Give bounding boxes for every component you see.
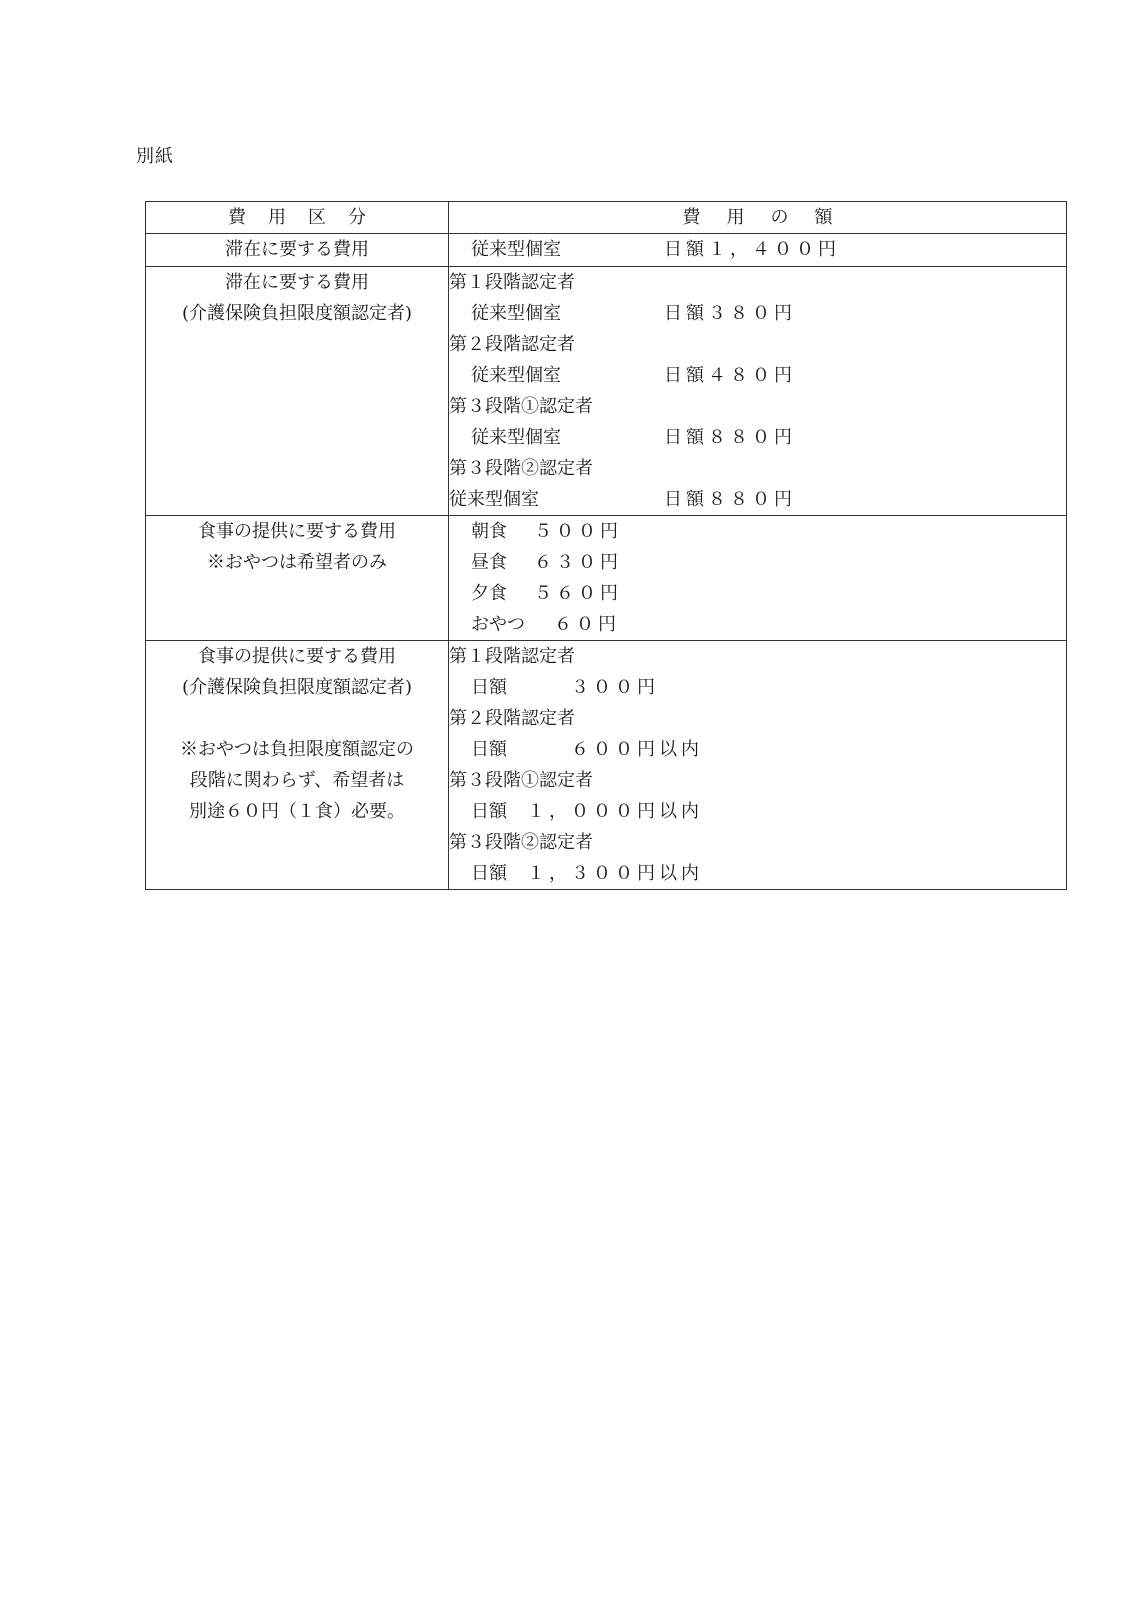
amount-label: 夕食: [471, 583, 507, 604]
amount-label: 従来型個室: [471, 303, 561, 324]
category-cell: [146, 234, 449, 267]
category-line: 滞在に要する費用: [225, 239, 369, 260]
amount-value: 日額８８０円: [664, 427, 796, 448]
attachment-label: 別紙: [136, 146, 174, 167]
category-cell: [146, 516, 449, 641]
amount-value: ６３０円: [534, 552, 622, 573]
category-line: ※おやつは希望者のみ: [207, 552, 387, 573]
amount-line: [449, 641, 1066, 672]
header-category: 費用区分: [146, 202, 449, 234]
amount-value: ６０円: [554, 614, 620, 635]
category-note: 別途６０円（１食）必要。: [189, 801, 405, 822]
amount-value: ５６０円: [534, 583, 622, 604]
amount-line: [449, 516, 1066, 547]
amount-line: [449, 422, 1066, 453]
header-amount: 費用の額: [449, 202, 1067, 234]
category-line: 食事の提供に要する費用: [198, 521, 396, 542]
amount-label: 朝食: [471, 521, 507, 542]
amount-value: ３００円: [527, 677, 659, 698]
amount-label: 第３段階①認定者: [449, 396, 593, 417]
amount-line: [449, 298, 1066, 329]
amount-line: [449, 703, 1066, 734]
amount-value: 日額４８０円: [664, 365, 796, 386]
amount-line: [449, 858, 1066, 889]
amount-label: 日額: [471, 739, 507, 760]
amount-line: [449, 578, 1066, 609]
table-row: [146, 234, 1067, 267]
amount-line: [449, 391, 1066, 422]
table-header-row: [146, 202, 1067, 234]
amount-cell: [449, 516, 1067, 641]
amount-label: 第３段階①認定者: [449, 770, 593, 791]
amount-label: 従来型個室: [449, 489, 539, 510]
table-row: [146, 267, 1067, 516]
amount-label: 従来型個室: [471, 427, 561, 448]
fee-table: [145, 201, 1067, 890]
amount-line: [449, 484, 1066, 515]
category-spacer: [146, 703, 448, 734]
category-note: 段階に関わらず、希望者は: [189, 770, 405, 791]
amount-label: 第３段階②認定者: [449, 832, 593, 853]
amount-line: [449, 453, 1066, 484]
amount-label: 従来型個室: [471, 365, 561, 386]
category-line: (介護保険負担限度額認定者): [181, 303, 413, 324]
amount-label: おやつ: [471, 614, 525, 635]
amount-label: 従来型個室: [471, 239, 561, 260]
table-row: [146, 516, 1067, 641]
amount-value: ５００円: [534, 521, 622, 542]
amount-label: 日額: [471, 801, 507, 822]
amount-label: 日額: [471, 863, 507, 884]
category-cell: [146, 267, 449, 516]
category-note: ※おやつは負担限度額認定の: [180, 739, 414, 760]
amount-label: 第２段階認定者: [449, 334, 575, 355]
amount-value: 日額３８０円: [664, 303, 796, 324]
amount-line: [449, 672, 1066, 703]
amount-line: [449, 360, 1066, 391]
category-line: 食事の提供に要する費用: [198, 646, 396, 667]
amount-line: [449, 734, 1066, 765]
amount-value: 日額８８０円: [664, 489, 796, 510]
amount-cell: [449, 234, 1067, 267]
amount-line: [449, 234, 1066, 265]
amount-line: [449, 609, 1066, 640]
amount-value: 日額１，４００円: [664, 239, 840, 260]
category-line: (介護保険負担限度額認定者): [181, 677, 413, 698]
amount-line: [449, 329, 1066, 360]
amount-line: [449, 267, 1066, 298]
amount-cell: [449, 641, 1067, 890]
amount-line: [449, 765, 1066, 796]
amount-line: [449, 827, 1066, 858]
amount-label: 第１段階認定者: [449, 272, 575, 293]
table-row: [146, 641, 1067, 890]
amount-label: 昼食: [471, 552, 507, 573]
amount-label: 第３段階②認定者: [449, 458, 593, 479]
amount-label: 日額: [471, 677, 507, 698]
amount-cell: [449, 267, 1067, 516]
category-line: 滞在に要する費用: [225, 272, 369, 293]
amount-line: [449, 796, 1066, 827]
amount-label: 第２段階認定者: [449, 708, 575, 729]
amount-line: [449, 547, 1066, 578]
amount-value: １，３００円以内: [527, 863, 703, 884]
amount-value: １，０００円以内: [527, 801, 703, 822]
amount-value: ６００円以内: [527, 739, 703, 760]
category-cell: [146, 641, 449, 890]
amount-label: 第１段階認定者: [449, 646, 575, 667]
